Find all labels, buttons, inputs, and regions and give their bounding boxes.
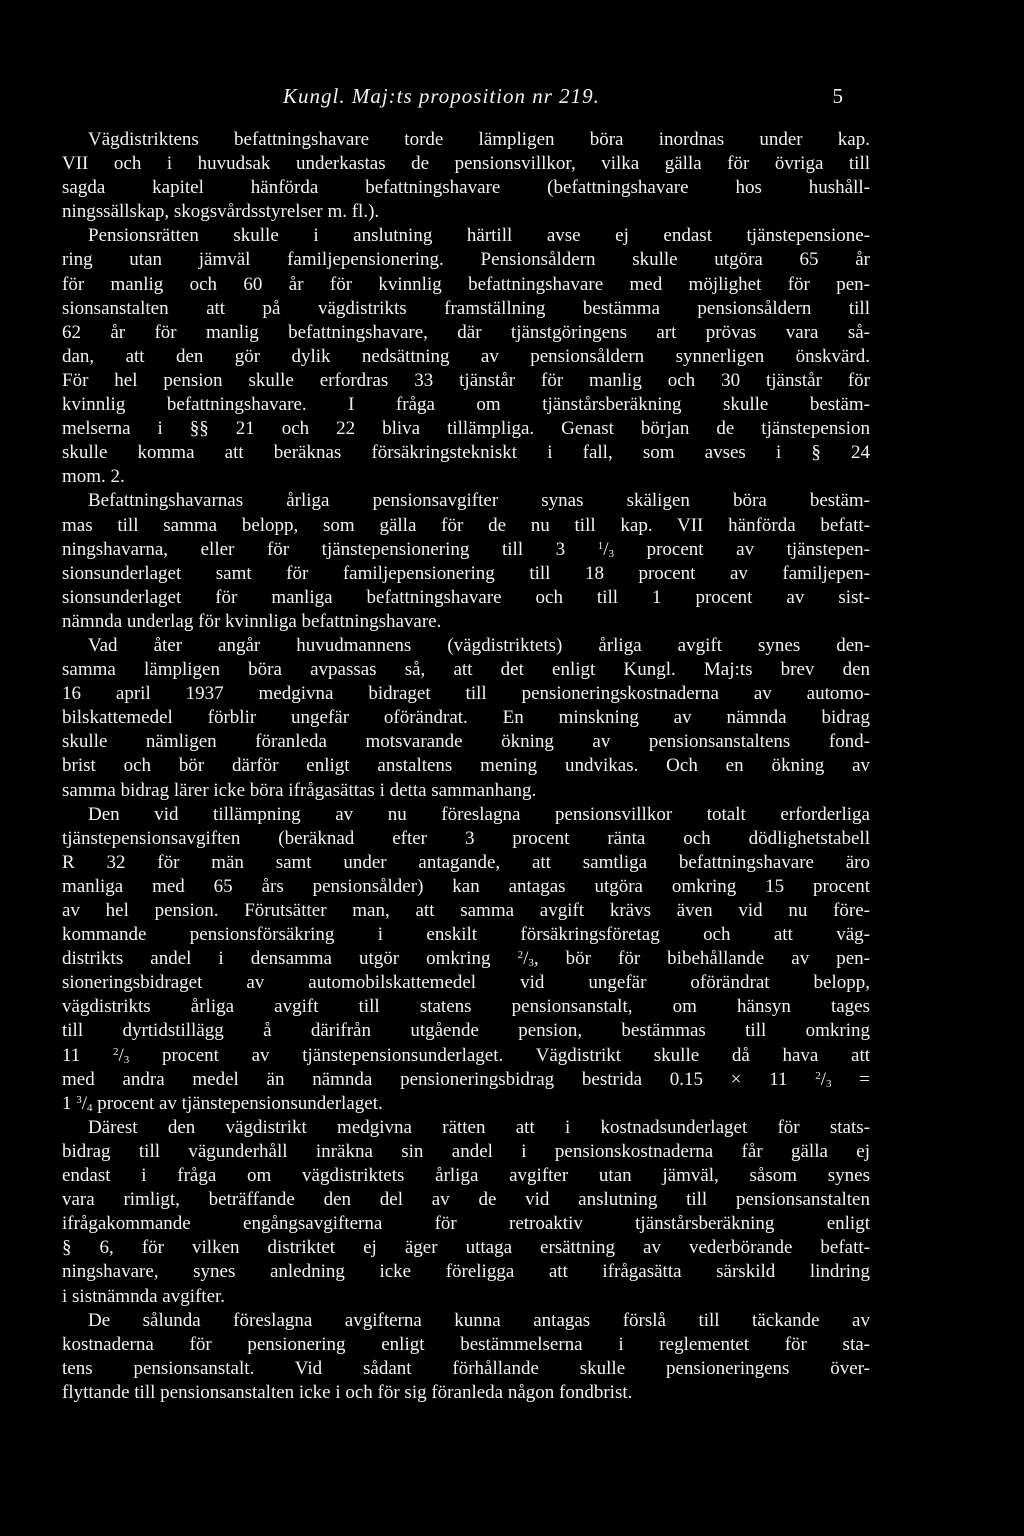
text-line: kommande pensionsförsäkring i enskilt försäkringsföretag och att väg- [62, 924, 870, 946]
text-line: VII och i huvudsak underkastas de pensionsvillkor, vilka gälla för övriga till [62, 153, 870, 175]
text-line: Pensionsrätten skulle i anslutning härtill avse ej endast tjänstepensione- [88, 225, 870, 247]
text-line: vara rimligt, beträffande den del av de vid anslutning till pensionsanstalten [62, 1189, 870, 1211]
running-header [283, 84, 843, 116]
text-line: sionsunderlaget för manliga befattningshavare och till 1 procent av sist- [62, 586, 870, 608]
text-line: ring utan jämväl familjepensionering. Pensionsåldern skulle utgöra 65 år [62, 249, 870, 271]
text-line: kvinnlig befattningshavare. I fråga om tjänstårsberäkning skulle bestäm- [62, 394, 870, 416]
text-line-with-fraction: distrikts andel i densamma utgör omkring $^2/_3$, bör för bibehållande av pen- [62, 948, 870, 970]
fraction-denominator: 3 [528, 957, 534, 970]
text-line: Vad åter angår huvudmannens (vägdistriktets) årliga avgift synes den- [88, 634, 870, 656]
text-line: ifrågakommande engångsavgifterna för retroaktiv tjänstårsberäkning enligt [62, 1213, 870, 1235]
fraction-numerator: 2 [815, 1069, 821, 1082]
text-line: vägdistrikts årliga avgift till statens pensionsanstalt, om hänsyn tages [62, 996, 870, 1018]
text-line-with-fraction: ningshavarna, eller för tjänstepensionering till 3 $^1/_3$ procent av tjänstepen- [62, 538, 871, 560]
paragraph [62, 803, 870, 1116]
text-line: sioneringsbidraget av automobilskattemedel vid ungefär oförändrat belopp, [62, 972, 870, 994]
text-segment: 11 [62, 1044, 113, 1066]
text-line: tjänstepensionsavgiften (beräknad efter 3 procent ränta och dödlighetstabell [62, 827, 870, 849]
text-line: endast i fråga om vägdistriktets årliga avgifter utan jämväl, såsom synes [62, 1165, 870, 1187]
text-line: samma bidrag lärer icke böra ifrågasättas i detta sammanhang. [62, 779, 537, 801]
body-text [62, 128, 870, 1405]
text-line: De sålunda föreslagna avgifterna kunna antagas förslå till täckande av [88, 1309, 870, 1331]
text-line: ningshavare, synes anledning icke föreligga att ifrågasätta särskild lindring [62, 1261, 870, 1283]
text-line: flyttande till pensionsanstalten icke i och för sig föranleda någon fondbrist. [62, 1381, 633, 1403]
paragraph [62, 634, 870, 803]
fraction-denominator: 3 [123, 1053, 130, 1066]
text-line: 62 år för manlig befattningshavare, där tjänstgöringens art prövas vara så- [62, 321, 870, 343]
text-line: ningssällskap, skogsvårdsstyrelser m. fl.). [62, 201, 380, 223]
text-line: till dyrtidstillägg å därifrån utgående pension, bestämmas till omkring [62, 1020, 870, 1042]
fraction-denominator: 3 [826, 1077, 832, 1090]
text-line-with-fraction: 1 $^3/_4$ procent av tjänstepensionsunderlaget. [62, 1092, 383, 1114]
fraction-numerator: 2 [517, 949, 524, 962]
text-line: skulle komma att beräknas försäkringstekniskt i fall, som avses i § 24 [62, 442, 870, 464]
text-line: Den vid tillämpning av nu föreslagna pensionsvillkor totalt erforderliga [88, 803, 870, 825]
text-line: R 32 för män samt under antagande, att samtliga befattningshavare äro [62, 851, 870, 873]
paragraph [62, 1309, 870, 1405]
text-line: av hel pension. Förutsätter man, att samma avgift krävs även vid nu före- [62, 900, 870, 921]
fraction-denominator: 4 [87, 1101, 93, 1114]
text-line: brist och bör därför enligt anstaltens mening undvikas. Och en ökning av [62, 755, 870, 777]
text-segment: 1 [62, 1092, 77, 1114]
text-line-with-fraction: 11 $^2/_3$ procent av tjänstepensionsunderlaget. Vägdistrikt skulle då hava att [62, 1044, 870, 1066]
text-segment: distrikts andel i densamma utgör omkring [62, 948, 518, 970]
paragraph [62, 128, 870, 224]
fraction-denominator: 3 [608, 547, 615, 560]
fraction-numerator: 2 [112, 1045, 119, 1058]
text-line: samma lämpligen böra avpassas så, att det enligt Kungl. Maj:ts brev den [62, 659, 870, 681]
text-line: nämnda underlag för kvinnliga befattningshavare. [62, 610, 442, 632]
text-line: 16 april 1937 medgivna bidraget till pensioneringskostnaderna av automo- [62, 683, 870, 705]
text-line: manliga med 65 års pensionsålder) kan antagas utgöra omkring 15 procent [62, 875, 870, 897]
text-segment: procent av tjänstepensionsunderlaget. Vägdistrikt skulle då hava att [129, 1044, 870, 1066]
paragraph [62, 1116, 870, 1309]
text-line: skulle nämligen föranleda motsvarande ökning av pensionsanstaltens fond- [62, 731, 870, 753]
text-line: mas till samma belopp, som gälla för de nu till kap. VII hänförda befatt- [62, 514, 870, 536]
page-number: 5 [832, 84, 843, 108]
text-line: för manlig och 60 år för kvinnlig befattningshavare med möjlighet för pen- [62, 273, 870, 295]
text-line: Därest den vägdistrikt medgivna rätten att i kostnadsunderlaget för stats- [88, 1116, 870, 1138]
paragraph [62, 489, 870, 634]
fraction-numerator: 3 [76, 1093, 82, 1106]
text-segment: procent av tjänstepensionsunderlaget. [92, 1092, 383, 1114]
text-line: Vägdistriktens befattningshavare torde lämpligen böra inordnas under kap. [88, 129, 870, 150]
text-line: mom. 2. [62, 466, 125, 488]
text-line: dan, att den gör dylik nedsättning av pensionsåldern synnerligen önskvärd. [62, 345, 870, 367]
text-line: sionsanstalten att på vägdistrikts framställning bestämma pensionsåldern till [62, 297, 870, 319]
text-line: tens pensionsanstalt. Vid sådant förhållande skulle pensioneringens över- [62, 1357, 870, 1379]
text-segment: med andra medel än nämnda pensioneringsbidrag bestrida 0.15 × 11 [62, 1068, 816, 1090]
text-line: bilskattemedel förblir ungefär oförändrat. En minskning av nämnda bidrag [62, 707, 870, 729]
fraction-numerator: 1 [597, 539, 604, 552]
paragraph [62, 224, 870, 489]
text-segment: ningshavarna, eller för tjänstepensionering till 3 [62, 538, 598, 560]
header-title: Kungl. Maj:ts proposition nr 219. [283, 84, 600, 108]
text-line: sionsunderlaget samt för familjepensionering till 18 procent av familjepen- [62, 562, 870, 584]
text-line: kostnaderna för pensionering enligt bestämmelserna i reglementet för sta- [62, 1333, 870, 1355]
text-line-with-fraction: med andra medel än nämnda pensioneringsbidrag bestrida 0.15 × 11 $^2/_3$ = [62, 1068, 870, 1090]
text-segment: , bör för bibehållande av pen- [533, 948, 870, 970]
text-line: § 6, för vilken distriktet ej äger uttaga ersättning av vederbörande befatt- [62, 1237, 870, 1259]
text-line: i sistnämnda avgifter. [62, 1285, 226, 1307]
text-segment: procent av tjänstepen- [614, 538, 871, 560]
text-line: melserna i §§ 21 och 22 bliva tillämpliga. Genast början de tjänstepension [62, 418, 870, 440]
text-line: För hel pension skulle erfordras 33 tjänstår för manlig och 30 tjänstår för [62, 369, 870, 391]
text-line: Befattningshavarnas årliga pensionsavgifter synas skäligen böra bestäm- [88, 490, 870, 512]
text-line: bidrag till vägunderhåll inräkna sin andel i pensionskostnaderna får gälla ej [62, 1140, 870, 1162]
text-segment: = [831, 1068, 870, 1090]
text-line: sagda kapitel hänförda befattningshavare (befattningshavare hos hushåll- [62, 177, 870, 199]
